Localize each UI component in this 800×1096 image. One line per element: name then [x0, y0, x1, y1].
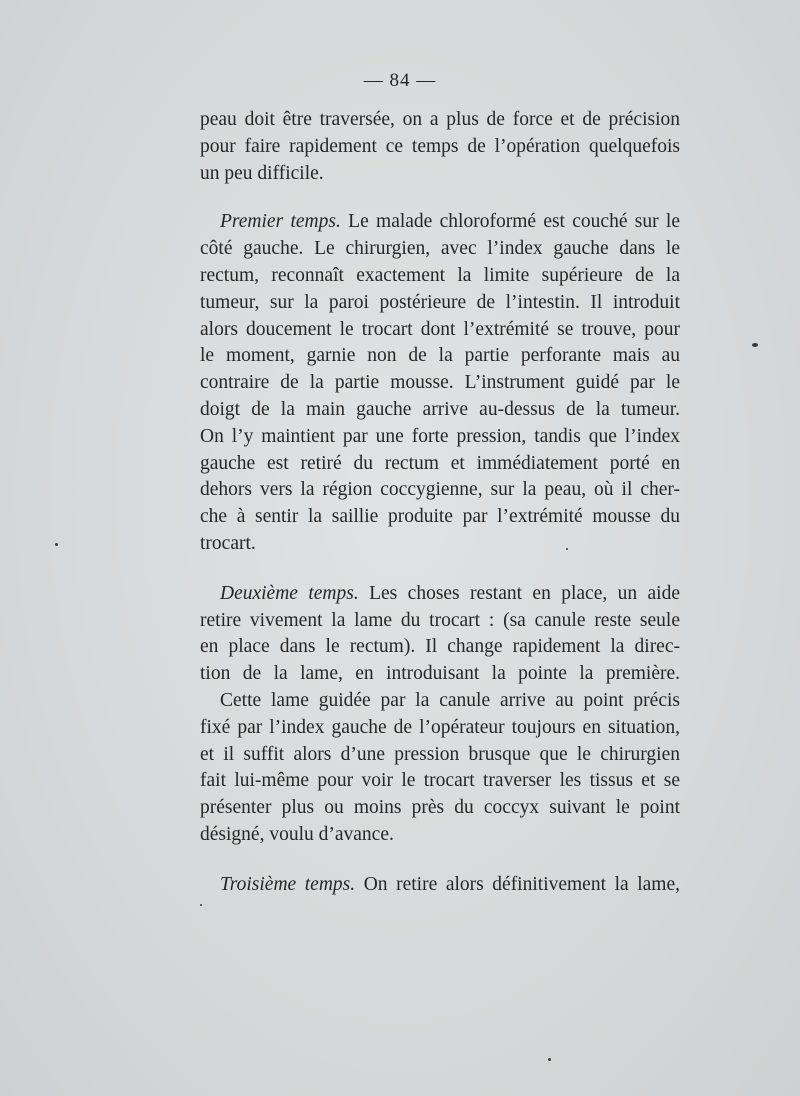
text-line: che à sentir la saillie produite par l’extrémité mousse du	[200, 506, 680, 528]
scan-speck	[200, 904, 202, 906]
paragraph-troisieme-temps	[200, 872, 680, 899]
text-line: désigné, voulu d’avance.	[200, 823, 394, 845]
text-line: dehors vers la région coccygienne, sur la peau, où il cher-	[200, 479, 680, 501]
text-line: le moment, garnie non de la partie perforante mais au	[200, 345, 680, 367]
text-line	[200, 581, 680, 608]
section-lead-deuxieme-temps: Deuxième temps.	[220, 582, 359, 604]
scan-speck	[548, 1058, 551, 1061]
text-line: et il suffit alors d’une pression brusque que le chirurgien	[200, 743, 680, 765]
text-line: On l’y maintient par une forte pression, tandis que l’index	[200, 425, 680, 447]
page-number: — 84 —	[363, 70, 437, 91]
text-line: rectum, reconnaît exactement la limite supérieure de la	[200, 264, 680, 286]
text-line: un peu difficile.	[200, 162, 324, 184]
text-line: en place dans le rectum). Il change rapidement la direc-	[200, 636, 680, 658]
text-span: Les choses restant en place, un aide	[358, 582, 680, 604]
paragraph-gap	[200, 849, 680, 872]
text-line: pour faire rapidement ce temps de l’opération quelquefois	[200, 135, 680, 157]
text-line: gauche est retiré du rectum et immédiatement porté en	[200, 452, 680, 474]
scan-speck	[55, 543, 58, 546]
paragraph-gap	[200, 558, 680, 581]
text-line	[200, 209, 680, 236]
text-line: contraire de la partie mousse. L’instrument guidé par le	[200, 372, 680, 394]
text-line: trocart.	[200, 532, 256, 554]
paragraph-deuxieme-temps	[200, 581, 680, 688]
section-lead-troisieme-temps: Troisième temps.	[220, 873, 356, 895]
text-line: côté gauche. Le chirurgien, avec l’index gauche dans le	[200, 238, 680, 260]
text-line: fait lui-même pour voir le trocart traverser les tissus et se	[200, 770, 680, 792]
paragraph-continuation	[200, 107, 680, 187]
paragraph-premier-temps	[200, 209, 680, 557]
text-line: fixé par l’index gauche de l’opérateur toujours en situation,	[200, 716, 680, 738]
text-line: tumeur, sur la paroi postérieure de l’intestin. Il introduit	[200, 291, 680, 313]
text-span: On retire alors définitivement la lame,	[355, 873, 680, 895]
text-line: peau doit être traversée, on a plus de force et de précision	[200, 109, 680, 130]
section-lead-premier-temps: Premier temps.	[220, 211, 341, 233]
text-line: doigt de la main gauche arrive au-dessus de la tumeur.	[200, 398, 680, 420]
paragraph-cette-lame	[200, 688, 680, 849]
text-line: tion de la lame, en introduisant la pointe la première.	[200, 663, 680, 685]
text-line	[200, 872, 680, 899]
text-line: alors doucement le trocart dont l’extrémité se trouve, pour	[200, 318, 680, 340]
scan-speck	[752, 343, 758, 347]
text-line: Cette lame guidée par la canule arrive au point précis	[220, 689, 680, 711]
text-span: Le malade chloroformé est couché sur le	[340, 211, 681, 233]
text-line: présenter plus ou moins près du coccyx suivant le point	[200, 797, 680, 819]
text-line: retire vivement la lame du trocart : (sa canule reste seule	[200, 609, 680, 631]
body-text	[200, 107, 680, 899]
scan-speck	[566, 548, 568, 550]
paragraph-gap	[200, 187, 680, 209]
